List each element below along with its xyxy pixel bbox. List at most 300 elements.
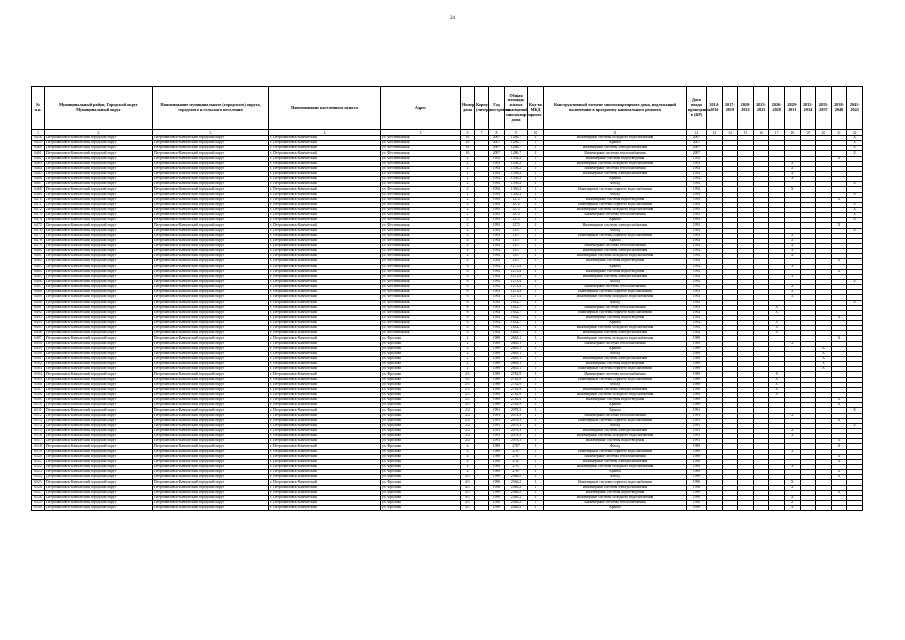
building-count-cell: 1 — [528, 321, 544, 326]
column-number: 5 — [381, 130, 461, 136]
area-cell: 1356,2 — [505, 182, 528, 187]
structural-element-cell: Инженерные системы холодного водоснабжения — [544, 254, 687, 259]
settlement-cell: Петропавловск-Камчатский городской округ — [153, 326, 269, 331]
settlement-cell: Петропавловск-Камчатский городской округ — [153, 413, 269, 418]
locality-cell: г. Петропавловск-Камчатский — [269, 398, 381, 403]
district-cell: Петропавловск-Камчатский городской округ — [45, 444, 153, 449]
commission-date-cell: 1992 — [687, 177, 707, 182]
house-number-cell: 4/1 — [461, 506, 475, 511]
column-number: 11 — [544, 130, 687, 136]
settlement-cell: Петропавловск-Камчатский городской округ — [153, 166, 269, 171]
building-count-cell: 1 — [528, 305, 544, 310]
locality-cell: г. Петропавловск-Камчатский — [269, 285, 381, 290]
row-number: 6517 — [32, 439, 45, 444]
area-cell: 2078,3 — [505, 408, 528, 413]
period-mark: X — [784, 274, 800, 279]
address-cell: ул. Фестивальная — [381, 269, 461, 274]
year-built-cell: 1992 — [489, 310, 505, 315]
row-number: 6478 — [32, 238, 45, 243]
address-cell: ул. Фролова — [381, 485, 461, 490]
address-cell: ул. Фролова — [381, 490, 461, 495]
building-count-cell: 1 — [528, 336, 544, 341]
area-cell: 2782,9 — [505, 393, 528, 398]
row-number: 6483 — [32, 264, 45, 269]
house-number-cell: 6 — [461, 290, 475, 295]
settlement-cell: Петропавловск-Камчатский городской округ — [153, 470, 269, 475]
year-built-cell: 1991 — [489, 434, 505, 439]
settlement-cell: Петропавловск-Камчатский городской округ — [153, 151, 269, 156]
year-built-cell: 1992 — [489, 259, 505, 264]
period-mark: X — [831, 475, 847, 480]
area-cell: 2663,1 — [505, 362, 528, 367]
building-count-cell: 1 — [528, 274, 544, 279]
commission-date-cell: 1989 — [687, 444, 707, 449]
building-count-cell: 1 — [528, 315, 544, 320]
row-number: 6527 — [32, 490, 45, 495]
house-number-cell: 2/2 — [461, 439, 475, 444]
address-cell: ул. Фестивальная — [381, 223, 461, 228]
year-built-cell: 1992 — [489, 285, 505, 290]
period-mark: X — [784, 500, 800, 505]
commission-date-cell: 1991 — [687, 429, 707, 434]
address-cell: ул. Фролова — [381, 377, 461, 382]
house-number-cell: 4/1 — [461, 475, 475, 480]
period-mark: X — [847, 228, 863, 233]
district-cell: Петропавловск-Камчатский городской округ — [45, 398, 153, 403]
settlement-cell: Петропавловск-Камчатский городской округ — [153, 485, 269, 490]
commission-date-cell: 1992 — [687, 279, 707, 284]
row-number: 6487 — [32, 285, 45, 290]
settlement-cell: Петропавловск-Камчатский городской округ — [153, 238, 269, 243]
house-number-cell: 4 — [461, 254, 475, 259]
period-mark: X — [784, 264, 800, 269]
house-number-cell: 16 — [461, 146, 475, 151]
house-number-cell: 2 — [461, 218, 475, 223]
column-header: Год постройки — [489, 87, 505, 130]
locality-cell: г. Петропавловск-Камчатский — [269, 249, 381, 254]
structural-element-cell: Фасад — [544, 228, 687, 233]
column-number: 4 — [269, 130, 381, 136]
row-number: 6490 — [32, 300, 45, 305]
house-number-cell: 2 — [461, 166, 475, 171]
row-number: 6509 — [32, 398, 45, 403]
locality-cell: г. Петропавловск-Камчатский — [269, 187, 381, 192]
year-built-cell: 1989 — [489, 465, 505, 470]
row-number: 6526 — [32, 485, 45, 490]
row-number: 6469 — [32, 192, 45, 197]
building-count-cell: 1 — [528, 485, 544, 490]
column-header: 2035-2037 — [816, 87, 832, 130]
column-header: 2014-2016 — [707, 87, 723, 130]
commission-date-cell: 1991 — [687, 408, 707, 413]
house-number-cell: 4 — [461, 228, 475, 233]
structural-element-cell: Инженерные системы холодного водоснабжения — [544, 326, 687, 331]
building-count-cell: 1 — [528, 197, 544, 202]
settlement-cell: Петропавловск-Камчатский городской округ — [153, 295, 269, 300]
locality-cell: г. Петропавловск-Камчатский — [269, 177, 381, 182]
commission-date-cell: 1993 — [687, 207, 707, 212]
row-number: 6463 — [32, 161, 45, 166]
period-cell — [816, 506, 832, 511]
year-built-cell: 2007 — [489, 151, 505, 156]
address-cell: ул. Фролова — [381, 408, 461, 413]
column-number: 15 — [738, 130, 754, 136]
year-built-cell: 1989 — [489, 377, 505, 382]
locality-cell: г. Петропавловск-Камчатский — [269, 377, 381, 382]
area-cell: 1632,7 — [505, 305, 528, 310]
year-built-cell: 1989 — [489, 357, 505, 362]
area-cell: 1272 — [505, 218, 528, 223]
period-mark: X — [769, 321, 785, 326]
house-number-cell: 4 — [461, 454, 475, 459]
settlement-cell: Петропавловск-Камчатский городской округ — [153, 449, 269, 454]
commission-date-cell: 1989 — [687, 382, 707, 387]
commission-date-cell: 1992 — [687, 182, 707, 187]
row-number: 6522 — [32, 465, 45, 470]
period-mark: X — [816, 357, 832, 362]
period-mark: X — [847, 192, 863, 197]
address-cell: ул. Фестивальная — [381, 274, 461, 279]
building-count-cell: 1 — [528, 403, 544, 408]
district-cell: Петропавловск-Камчатский городской округ — [45, 336, 153, 341]
commission-date-cell: 1989 — [687, 367, 707, 372]
period-mark: X — [847, 300, 863, 305]
structural-element-cell: Инженерные системы горячего водоснабжения — [544, 310, 687, 315]
row-number: 6494 — [32, 321, 45, 326]
commission-date-cell: 2007 — [687, 146, 707, 151]
building-count-cell: 1 — [528, 382, 544, 387]
district-cell: Петропавловск-Камчатский городской округ — [45, 449, 153, 454]
row-number: 6507 — [32, 387, 45, 392]
structural-element-cell: Инженерные системы холодного водоснабжения — [544, 161, 687, 166]
commission-date-cell: 1993 — [687, 223, 707, 228]
settlement-cell: Петропавловск-Камчатский городской округ — [153, 346, 269, 351]
commission-date-cell: 1992 — [687, 187, 707, 192]
structural-element-cell: Инженерные системы горячего водоснабжения — [544, 480, 687, 485]
period-cell — [722, 506, 738, 511]
column-header: 2023-2025 — [753, 87, 769, 130]
commission-date-cell: 1990 — [687, 490, 707, 495]
period-cell — [753, 506, 769, 511]
commission-date-cell: 1989 — [687, 465, 707, 470]
settlement-cell: Петропавловск-Камчатский городской округ — [153, 254, 269, 259]
year-built-cell: 1992 — [489, 321, 505, 326]
house-number-cell: 2/2 — [461, 418, 475, 423]
house-number-cell: 8 — [461, 315, 475, 320]
area-cell: 2078,3 — [505, 439, 528, 444]
structural-element-cell: Фасад — [544, 423, 687, 428]
row-number: 6489 — [32, 295, 45, 300]
column-header: 2029-2031 — [784, 87, 800, 130]
period-mark: X — [784, 285, 800, 290]
house-number-cell: 2 — [461, 336, 475, 341]
area-cell: 1273,4 — [505, 269, 528, 274]
building-count-cell: 1 — [528, 434, 544, 439]
year-built-cell: 1992 — [489, 238, 505, 243]
structural-element-cell: Крыша — [544, 403, 687, 408]
address-cell: ул. Фролова — [381, 444, 461, 449]
structural-element-cell: Инженерные системы холодного водоснабжения — [544, 207, 687, 212]
area-cell: 1272 — [505, 197, 528, 202]
period-mark: X — [784, 238, 800, 243]
commission-date-cell: 1989 — [687, 454, 707, 459]
area-cell: 2787 — [505, 465, 528, 470]
column-header: № п.п. — [32, 87, 45, 130]
commission-date-cell: 1993 — [687, 213, 707, 218]
building-count-cell: 1 — [528, 269, 544, 274]
commission-date-cell: 1991 — [687, 434, 707, 439]
area-cell: 1273,4 — [505, 279, 528, 284]
locality-cell: г. Петропавловск-Камчатский — [269, 310, 381, 315]
locality-cell: г. Петропавловск-Камчатский — [269, 423, 381, 428]
commission-date-cell: 1989 — [687, 351, 707, 356]
structural-element-cell: Крыша — [544, 177, 687, 182]
commission-date-cell: 1993 — [687, 218, 707, 223]
year-built-cell: 1993 — [489, 197, 505, 202]
house-number-cell: 16 — [461, 136, 475, 141]
settlement-cell: Петропавловск-Камчатский городской округ — [153, 233, 269, 238]
settlement-cell: Петропавловск-Камчатский городской округ — [153, 187, 269, 192]
building-count-cell: 1 — [528, 192, 544, 197]
area-cell: 1273,4 — [505, 264, 528, 269]
year-built-cell: 1993 — [489, 218, 505, 223]
locality-cell: г. Петропавловск-Камчатский — [269, 506, 381, 511]
period-mark: X — [784, 341, 800, 346]
settlement-cell: Петропавловск-Камчатский городской округ — [153, 362, 269, 367]
building-count-cell: 1 — [528, 249, 544, 254]
district-cell: Петропавловск-Камчатский городской округ — [45, 171, 153, 176]
address-cell: ул. Фестивальная — [381, 305, 461, 310]
house-number-cell: 2 — [461, 187, 475, 192]
building-count-cell: 1 — [528, 228, 544, 233]
row-number: 6518 — [32, 444, 45, 449]
district-cell: Петропавловск-Камчатский городской округ — [45, 213, 153, 218]
period-mark: X — [784, 177, 800, 182]
address-cell: ул. Фестивальная — [381, 279, 461, 284]
locality-cell: г. Петропавловск-Камчатский — [269, 156, 381, 161]
period-mark: X — [816, 362, 832, 367]
row-number: 6512 — [32, 413, 45, 418]
column-header: 2020-2022 — [738, 87, 754, 130]
column-header: Муниципальный район, Городской округ Муниципальный округ — [45, 87, 153, 130]
structural-element-cell: Крыша — [544, 470, 687, 475]
settlement-cell: Петропавловск-Камчатский городской округ — [153, 249, 269, 254]
period-mark: X — [831, 470, 847, 475]
period-mark: X — [831, 197, 847, 202]
period-mark: X — [769, 305, 785, 310]
area-cell: 1632,7 — [505, 310, 528, 315]
structural-element-cell: Фасад — [544, 351, 687, 356]
building-count-cell: 1 — [528, 141, 544, 146]
locality-cell: г. Петропавловск-Камчатский — [269, 459, 381, 464]
commission-date-cell: 1990 — [687, 475, 707, 480]
district-cell: Петропавловск-Камчатский городской округ — [45, 408, 153, 413]
commission-date-cell: 1992 — [687, 295, 707, 300]
column-number: 17 — [769, 130, 785, 136]
settlement-cell: Петропавловск-Камчатский городской округ — [153, 269, 269, 274]
building-count-cell: 1 — [528, 429, 544, 434]
commission-date-cell: 1992 — [687, 305, 707, 310]
structural-element-cell: Крыша — [544, 321, 687, 326]
address-cell: ул. Фестивальная — [381, 228, 461, 233]
year-built-cell: 1992 — [489, 161, 505, 166]
area-cell: 1286,7 — [505, 146, 528, 151]
area-cell: 2782,9 — [505, 403, 528, 408]
commission-date-cell: 1992 — [687, 285, 707, 290]
structural-element-cell: Инженерные системы водоотведения — [544, 269, 687, 274]
settlement-cell: Петропавловск-Камчатский городской округ — [153, 506, 269, 511]
commission-date-cell: 1990 — [687, 506, 707, 511]
district-cell: Петропавловск-Камчатский городской округ — [45, 161, 153, 166]
structural-element-cell: Фасад — [544, 382, 687, 387]
period-cell — [769, 506, 785, 511]
settlement-cell: Петропавловск-Камчатский городской округ — [153, 418, 269, 423]
row-number: 6508 — [32, 393, 45, 398]
commission-date-cell: 1992 — [687, 269, 707, 274]
structural-element-cell: Инженерные системы горячего водоснабжения — [544, 290, 687, 295]
settlement-cell: Петропавловск-Камчатский городской округ — [153, 202, 269, 207]
structural-element-cell: Инженерные системы горячего водоснабжения — [544, 418, 687, 423]
address-cell: ул. Фролова — [381, 465, 461, 470]
structural-element-cell: Инженерные системы теплоснабжения — [544, 243, 687, 248]
address-cell: ул. Фестивальная — [381, 243, 461, 248]
locality-cell: г. Петропавловск-Камчатский — [269, 233, 381, 238]
period-mark: X — [769, 326, 785, 331]
row-number: 6516 — [32, 434, 45, 439]
address-cell: ул. Фестивальная — [381, 254, 461, 259]
settlement-cell: Петропавловск-Камчатский городской округ — [153, 146, 269, 151]
district-cell: Петропавловск-Камчатский городской округ — [45, 269, 153, 274]
commission-date-cell: 1993 — [687, 192, 707, 197]
address-cell: ул. Фестивальная — [381, 177, 461, 182]
house-number-cell: 8 — [461, 310, 475, 315]
row-number: 6500 — [32, 351, 45, 356]
period-mark: X — [831, 223, 847, 228]
area-cell: 2663,1 — [505, 336, 528, 341]
period-mark: X — [784, 413, 800, 418]
building-count-cell: 1 — [528, 187, 544, 192]
row-number: 6477 — [32, 233, 45, 238]
address-cell: ул. Фролова — [381, 367, 461, 372]
row-number: 6497 — [32, 336, 45, 341]
row-number: 6498 — [32, 341, 45, 346]
period-mark: X — [847, 141, 863, 146]
year-built-cell: 1993 — [489, 223, 505, 228]
period-mark: X — [831, 403, 847, 408]
commission-date-cell: 1991 — [687, 439, 707, 444]
year-built-cell: 1989 — [489, 398, 505, 403]
building-count-cell: 1 — [528, 480, 544, 485]
locality-cell: г. Петропавловск-Камчатский — [269, 254, 381, 259]
settlement-cell: Петропавловск-Камчатский городской округ — [153, 259, 269, 264]
year-built-cell: 1992 — [489, 254, 505, 259]
address-cell: ул. Фестивальная — [381, 156, 461, 161]
house-number-cell: 2 — [461, 213, 475, 218]
address-cell: ул. Фролова — [381, 362, 461, 367]
locality-cell: г. Петропавловск-Камчатский — [269, 485, 381, 490]
locality-cell: г. Петропавловск-Камчатский — [269, 408, 381, 413]
district-cell: Петропавловск-Камчатский городской округ — [45, 382, 153, 387]
building-count-cell: 1 — [528, 182, 544, 187]
district-cell: Петропавловск-Камчатский городской округ — [45, 254, 153, 259]
period-mark: X — [769, 387, 785, 392]
commission-date-cell: 1992 — [687, 315, 707, 320]
period-mark: X — [831, 398, 847, 403]
building-count-cell: 1 — [528, 393, 544, 398]
area-cell: 1272 — [505, 202, 528, 207]
house-number-cell: 4 — [461, 259, 475, 264]
address-cell: ул. Фестивальная — [381, 290, 461, 295]
row-number: 6511 — [32, 408, 45, 413]
year-built-cell: 1989 — [489, 393, 505, 398]
year-built-cell: 1992 — [489, 300, 505, 305]
settlement-cell: Петропавловск-Камчатский городской округ — [153, 290, 269, 295]
period-mark: X — [847, 423, 863, 428]
settlement-cell: Петропавловск-Камчатский городской округ — [153, 171, 269, 176]
table-body — [32, 136, 863, 511]
building-count-cell: 1 — [528, 238, 544, 243]
house-number-cell: 4 — [461, 249, 475, 254]
period-mark: X — [816, 351, 832, 356]
year-built-cell: 1992 — [489, 156, 505, 161]
house-number-cell: 6 — [461, 295, 475, 300]
building-count-cell: 1 — [528, 439, 544, 444]
house-number-cell: 4/1 — [461, 500, 475, 505]
district-cell: Петропавловск-Камчатский городской округ — [45, 187, 153, 192]
structural-element-cell: Инженерные системы холодного водоснабжения — [544, 495, 687, 500]
district-cell: Петропавловск-Камчатский городской округ — [45, 315, 153, 320]
settlement-cell: Петропавловск-Камчатский городской округ — [153, 331, 269, 336]
year-built-cell: 1992 — [489, 331, 505, 336]
house-number-cell: 2 — [461, 207, 475, 212]
locality-cell: г. Петропавловск-Камчатский — [269, 151, 381, 156]
settlement-cell: Петропавловск-Камчатский городской округ — [153, 367, 269, 372]
locality-cell: г. Петропавловск-Камчатский — [269, 403, 381, 408]
locality-cell: г. Петропавловск-Камчатский — [269, 228, 381, 233]
locality-cell: г. Петропавловск-Камчатский — [269, 290, 381, 295]
table-row — [32, 506, 863, 511]
building-count-cell: 1 — [528, 454, 544, 459]
settlement-cell: Петропавловск-Камчатский городской округ — [153, 434, 269, 439]
locality-cell: г. Петропавловск-Камчатский — [269, 136, 381, 141]
year-built-cell: 1992 — [489, 295, 505, 300]
commission-date-cell: 1989 — [687, 470, 707, 475]
commission-date-cell: 1992 — [687, 254, 707, 259]
address-cell: ул. Фестивальная — [381, 295, 461, 300]
house-number-cell: 2 — [461, 171, 475, 176]
address-cell: ул. Фестивальная — [381, 321, 461, 326]
year-built-cell: 1993 — [489, 192, 505, 197]
commission-date-cell: 1993 — [687, 197, 707, 202]
address-cell: ул. Фролова — [381, 439, 461, 444]
locality-cell: г. Петропавловск-Камчатский — [269, 279, 381, 284]
address-cell: ул. Фестивальная — [381, 238, 461, 243]
locality-cell: г. Петропавловск-Камчатский — [269, 429, 381, 434]
settlement-cell: Петропавловск-Камчатский городской округ — [153, 382, 269, 387]
locality-cell: г. Петропавловск-Камчатский — [269, 495, 381, 500]
row-number: 6492 — [32, 310, 45, 315]
structural-element-cell: Инженерные системы электроснабжения — [544, 357, 687, 362]
house-number-cell: 6 — [461, 274, 475, 279]
district-cell: Петропавловск-Камчатский городской округ — [45, 367, 153, 372]
row-number: 6466 — [32, 177, 45, 182]
settlement-cell: Петропавловск-Камчатский городской округ — [153, 490, 269, 495]
period-mark: X — [847, 151, 863, 156]
district-cell: Петропавловск-Камчатский городской округ — [45, 387, 153, 392]
area-cell: 1273,4 — [505, 285, 528, 290]
address-cell: ул. Фролова — [381, 475, 461, 480]
house-number-cell: 4/1 — [461, 485, 475, 490]
